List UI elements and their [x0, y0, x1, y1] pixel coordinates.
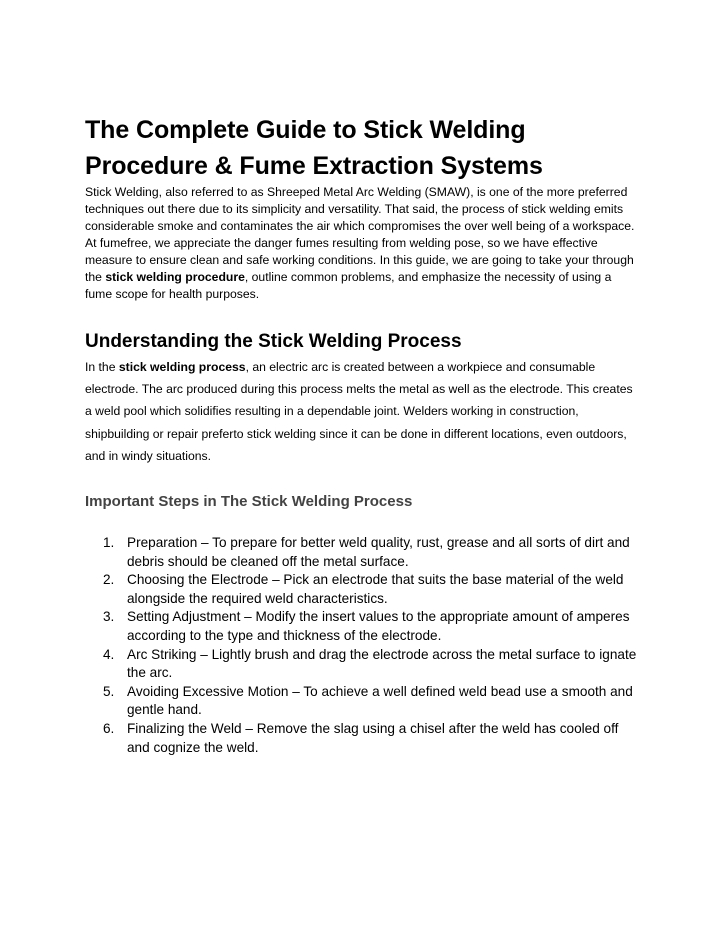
list-item-text: Choosing the Electrode – Pick an electrode that suits the base material of the weld alongside the required weld characteristics.: [127, 572, 624, 606]
list-item: [85, 608, 637, 645]
section-paragraph: [85, 356, 637, 467]
list-item: [85, 646, 637, 683]
list-item-number: 2.: [103, 572, 115, 588]
page-title: The Complete Guide to Stick Welding Procedure & Fume Extraction Systems: [85, 116, 543, 180]
list-item-number: 4.: [103, 646, 115, 662]
list-item-text: Arc Striking – Lightly brush and drag the electrode across the metal surface to ignate the arc.: [127, 646, 637, 681]
section-heading: Understanding the Stick Welding Process: [85, 331, 462, 352]
list-item-text: Setting Adjustment – Modify the insert values to the appropriate amount of amperes according to the type and thickness of the electrode.: [127, 609, 630, 643]
section-text-after: , an electric arc is created between a workpiece and consumable electrode. The arc produced during this process melts the metal as well as the electrode. This creates a weld pool which solidifies resulting in a dependable joint. Welders working in construction, shipbuilding or repair preferto stick welding since it can be done in different locations, even outdoors, and in windy situations.: [85, 360, 633, 463]
intro-paragraph: Stick Welding, also referred to as Shreeped Metal Arc Welding (SMAW), is one of the more preferred techniques out there due to its simplicity and versatility. That said, the process of stick welding emits considerable smoke and contaminates the air which compromises the over well being of a workspace.: [85, 185, 635, 233]
list-item-text: Avoiding Excessive Motion – To achieve a well defined weld bead use a smooth and gentle hand.: [127, 683, 633, 718]
intro-2-text-after: , outline common problems, and emphasize the necessity of using a fume scope for health purposes.: [85, 270, 612, 301]
list-item-number: 5.: [103, 683, 115, 699]
intro-2-bold-text: stick welding procedure: [105, 270, 245, 284]
list-item-text: Finalizing the Weld – Remove the slag using a chisel after the weld has cooled off and cognize the weld.: [127, 720, 619, 755]
list-item: [85, 683, 637, 720]
document-page: [85, 112, 637, 757]
steps-list: [85, 534, 637, 757]
intro-paragraph-2: [85, 235, 637, 303]
intro-2-text-before: At fumefree, we appreciate the danger fumes resulting from welding pose, so we have effective measure to ensure clean and safe working conditions. In this guide, we are going to take your through the: [85, 236, 634, 284]
list-item: [85, 571, 637, 608]
list-item-number: 6.: [103, 720, 115, 736]
section-bold-text: stick welding process: [118, 360, 246, 374]
list-item-text: Preparation – To prepare for better weld quality, rust, grease and all sorts of dirt and debris should be cleaned off the metal surface.: [127, 535, 630, 569]
list-item-number: 1.: [103, 535, 115, 551]
list-item: [85, 720, 637, 757]
list-item-number: 3.: [103, 609, 115, 625]
subsection-heading: Important Steps in The Stick Welding Process: [85, 493, 413, 511]
list-item: [85, 534, 637, 571]
section-text-before: In the: [85, 360, 119, 374]
